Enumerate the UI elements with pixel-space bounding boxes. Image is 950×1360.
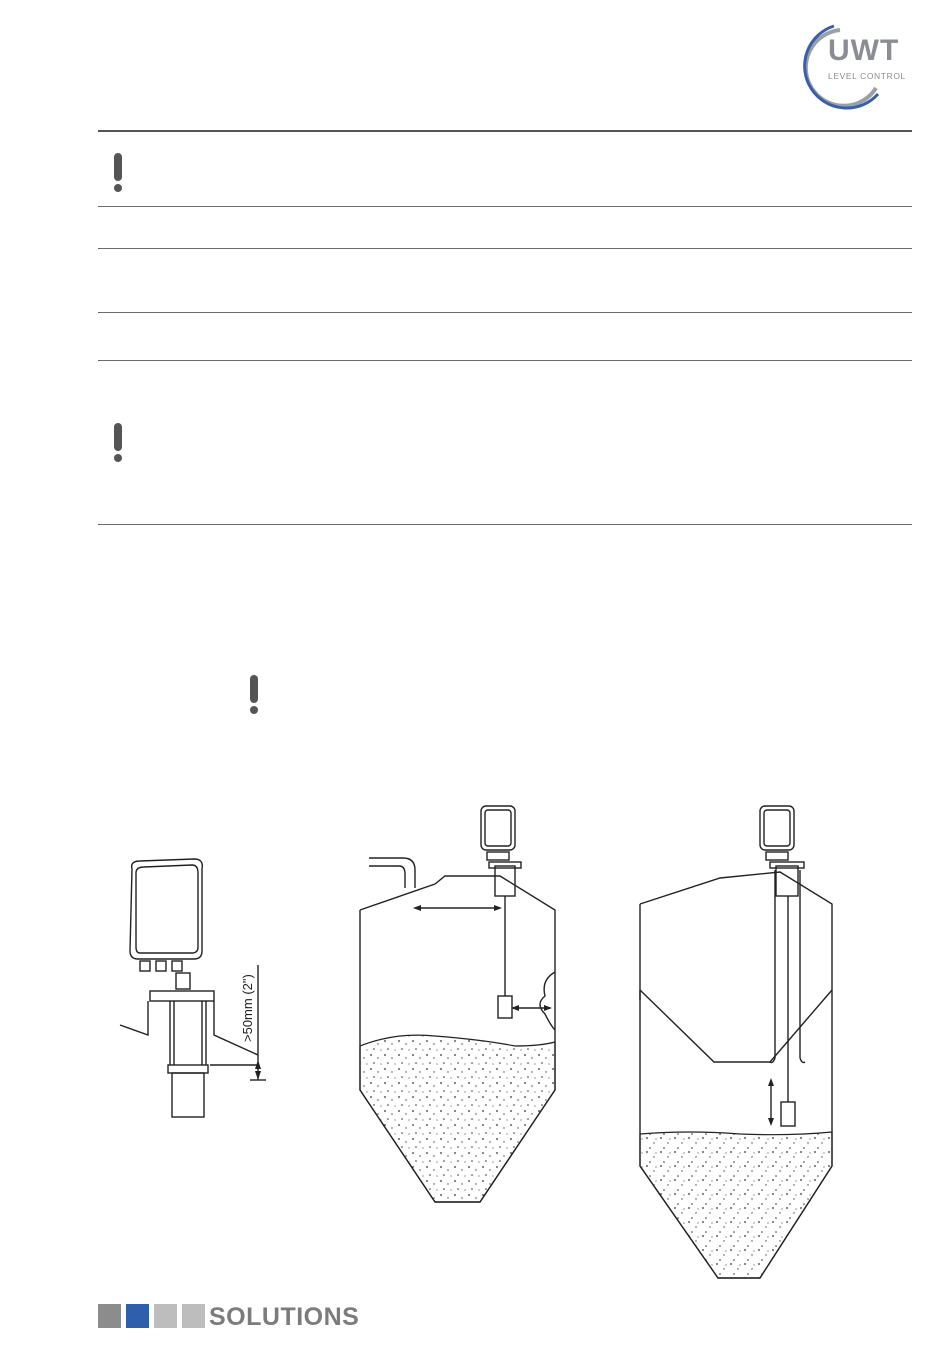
uwt-logo [800,24,915,110]
footer-block [182,1304,205,1328]
footer-brand-text: SOLUTIONS [209,1303,360,1331]
section-divider [98,524,912,525]
silo-side-clearance-drawing [355,800,575,1220]
dimension-label: >50mm (2") [240,974,255,1042]
section-divider [98,312,912,313]
footer-block [154,1304,177,1328]
warning-exclamation-icon [112,423,124,463]
logo-text: UWT [828,34,900,67]
logo-subtitle: LEVEL CONTROL [828,71,906,81]
warning-exclamation-icon [112,153,124,193]
footer-block [126,1304,149,1328]
warning-exclamation-icon [248,675,260,715]
section-divider [98,130,912,132]
section-divider [98,206,912,207]
footer-block [98,1304,121,1328]
section-divider [98,248,912,249]
section-divider [98,360,912,361]
silo-inner-cone-drawing [630,800,850,1290]
